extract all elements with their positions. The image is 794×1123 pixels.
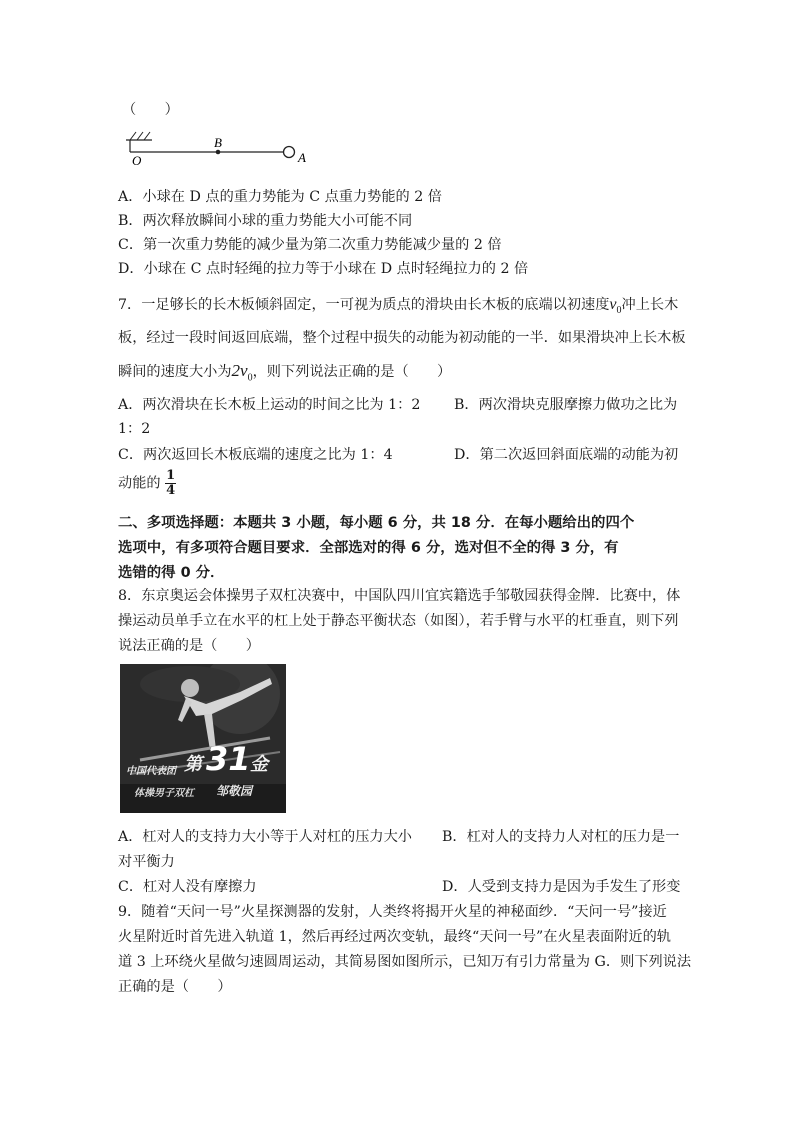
q7-option-d-text: 动能的 — [118, 475, 161, 492]
q6-option-a: A．小球在 D 点的重力势能为 C 点重力势能的 2 倍 — [118, 189, 442, 205]
q8-option-b: B．杠对人的支持力人对杠的压力是一 — [442, 829, 680, 845]
q6-option-c: C．第一次重力势能的减少量为第二次重力势能减少量的 2 倍 — [118, 237, 502, 253]
q7-option-d: D．第二次返回斜面底端的动能为初 — [454, 447, 679, 463]
q8-line1: 8．东京奥运会体操男子双杠决赛中，中国队四川宜宾籍选手邹敬园获得金牌．比赛中，体 — [118, 588, 681, 604]
label-a: A — [298, 150, 306, 165]
q7-option-d-cont — [118, 469, 176, 498]
q9-line2: 火星附近时首先进入轨道 1，然后再经过两次变轨，最终“天问一号”在火星表面附近的轨 — [118, 929, 671, 945]
ball-a — [284, 147, 295, 158]
q8-line2: 操运动员单手立在水平的杠上处于静态平衡状态（如图），若手臂与水平的杠垂直，则下列 — [118, 613, 679, 629]
fraction-numerator: 1 — [166, 468, 176, 483]
fraction-one-quarter — [165, 469, 176, 498]
section2-line3: 选错的得 0 分． — [118, 565, 225, 581]
q9-line1: 9．随着“天问一号”火星探测器的发射，人类终将揭开火星的神秘面纱．“天问一号”接近 — [118, 904, 667, 920]
q9-line3: 道 3 上环绕火星做匀速圆周运动，其简易图如图所示，已知万有引力常量为 G．则下列说法 — [118, 954, 692, 970]
q7-line2: 板，经过一段时间返回底端，整个过程中损失的动能为初动能的一半．如果滑块冲上长木板 — [118, 330, 686, 346]
photo-caption-team: 中国代表团 — [126, 766, 176, 777]
v0-symbol: $v_0$ — [609, 296, 622, 317]
label-b: B — [214, 135, 222, 150]
photo-caption-athlete: 邹敬园 — [216, 784, 253, 798]
q6-option-b: B．两次释放瞬间小球的重力势能大小可能不同 — [118, 213, 413, 229]
q8-option-a: A．杠对人的支持力大小等于人对杠的压力大小 — [118, 829, 412, 845]
q7-stem-start: 7．一足够长的长木板倾斜固定，一可视为质点的滑块由长木板的底端以初速度 — [118, 297, 610, 313]
point-b-dot — [216, 150, 221, 155]
q7-line3-start: 瞬间的速度大小为 — [118, 364, 232, 380]
q7-line1 — [118, 295, 678, 321]
q7-line3-end: ，则下列说法正确的是（ ） — [252, 364, 452, 380]
q8-option-d: D．人受到支持力是因为手发生了形变 — [442, 879, 681, 895]
gymnast-head — [181, 679, 199, 697]
section2-line1: 二、多项选择题：本题共 3 小题，每小题 6 分，共 18 分．在每小题给出的四个 — [118, 515, 635, 531]
ceiling-hatch — [137, 132, 143, 140]
ceiling-hatch — [144, 132, 150, 140]
q7-option-a: A．两次滑块在长木板上运动的时间之比为 1：2 — [118, 397, 421, 413]
q7-stem-end: 冲上长木 — [621, 297, 679, 313]
ceiling-hatch — [130, 132, 136, 140]
photo-caption-number: 31 — [206, 740, 251, 778]
label-o: O — [132, 153, 142, 168]
fraction-denominator: 4 — [166, 483, 176, 498]
q7-option-b-cont: 1：2 — [118, 421, 151, 437]
two-v0-symbol: $2v_0$ — [231, 361, 253, 384]
photo-caption-jin: 金 — [250, 754, 268, 775]
q8-line3: 说法正确的是（ ） — [118, 638, 260, 654]
photo-caption-event: 体操男子双杠 — [134, 788, 194, 799]
q9-line4: 正确的是（ ） — [118, 979, 232, 995]
gymnast-photo — [120, 664, 286, 813]
q8-option-b-cont: 对平衡力 — [118, 854, 175, 870]
section2-line2: 选项中，有多项符合题目要求．全部选对的得 6 分，选对但不全的得 3 分，有 — [118, 540, 619, 556]
q7-line3 — [118, 361, 451, 388]
q7-option-b: B．两次滑块克服摩擦力做功之比为 — [454, 397, 678, 413]
photo-caption-di: 第 — [184, 754, 202, 775]
pendulum-diagram — [118, 128, 318, 170]
q6-answer-bracket: （ ） — [122, 102, 179, 118]
q8-option-c: C．杠对人没有摩擦力 — [118, 879, 257, 895]
q6-option-d: D．小球在 C 点时轻绳的拉力等于小球在 D 点时轻绳拉力的 2 倍 — [118, 261, 529, 277]
q7-option-c: C．两次返回长木板底端的速度之比为 1：4 — [118, 447, 393, 463]
